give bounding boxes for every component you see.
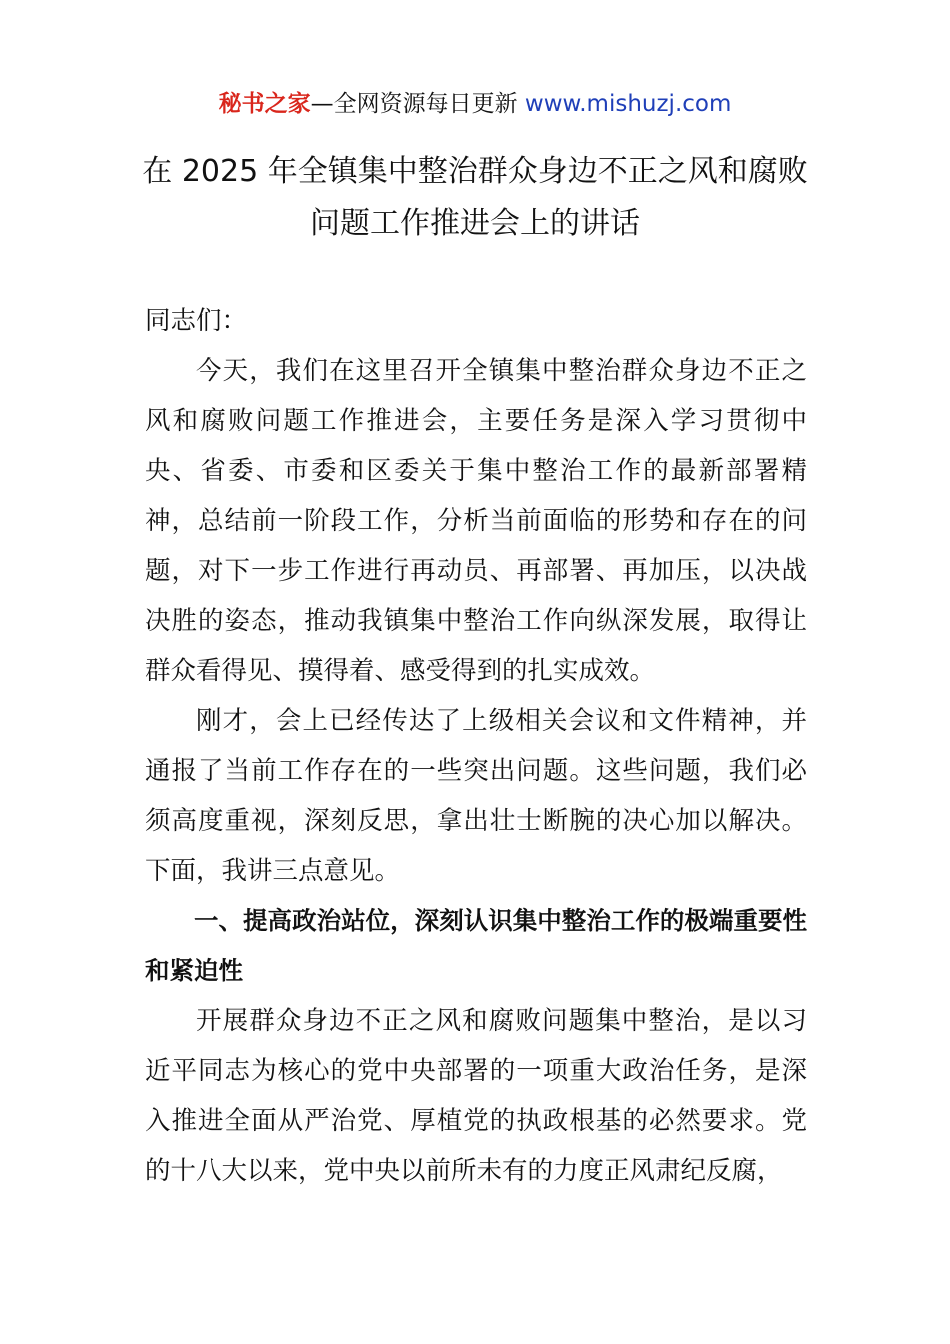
section-heading-1: 一、提高政治站位，深刻认识集中整治工作的极端重要性和紧迫性 [145,906,807,985]
section-paragraph-1: 开展群众身边不正之风和腐败问题集中整治，是以习近平同志为核心的党中央部署的一项重大政治任务，是深入推进全面从严治党、厚植党的执政根基的必然要求。党的十八大以来，党中央以前所未有的力度正风肃纪反腐， [145,1006,807,1186]
paragraph-context: 刚才，会上已经传达了上级相关会议和文件精神，并通报了当前工作存在的一些突出问题。这些问题，我们必须高度重视，深刻反思，拿出壮士断腕的决心加以解决。下面，我讲三点意见。 [145,706,807,886]
site-banner [0,86,950,122]
paragraph-intro: 今天，我们在这里召开全镇集中整治群众身边不正之风和腐败问题工作推进会，主要任务是深入学习贯彻中央、省委、市委和区委关于集中整治工作的最新部署精神，总结前一阶段工作，分析当前面临的形势和存在的问题，对下一步工作进行再动员、再部署、再加压，以决战决胜的姿态，推动我镇集中整治工作向纵深发展，取得让群众看得见、摸得着、感受得到的扎实成效。 [145,356,807,686]
banner-tagline: —全网资源每日更新 [310,91,525,117]
site-url-link[interactable]: www.mishuzj.com [524,91,732,117]
brand-name: 秘书之家 [218,91,311,117]
salutation: 同志们： [145,306,248,336]
document-title: 在 2025 年全镇集中整治群众身边不正之风和腐败问题工作推进会上的讲话 [142,154,808,241]
document-body [145,296,807,1196]
